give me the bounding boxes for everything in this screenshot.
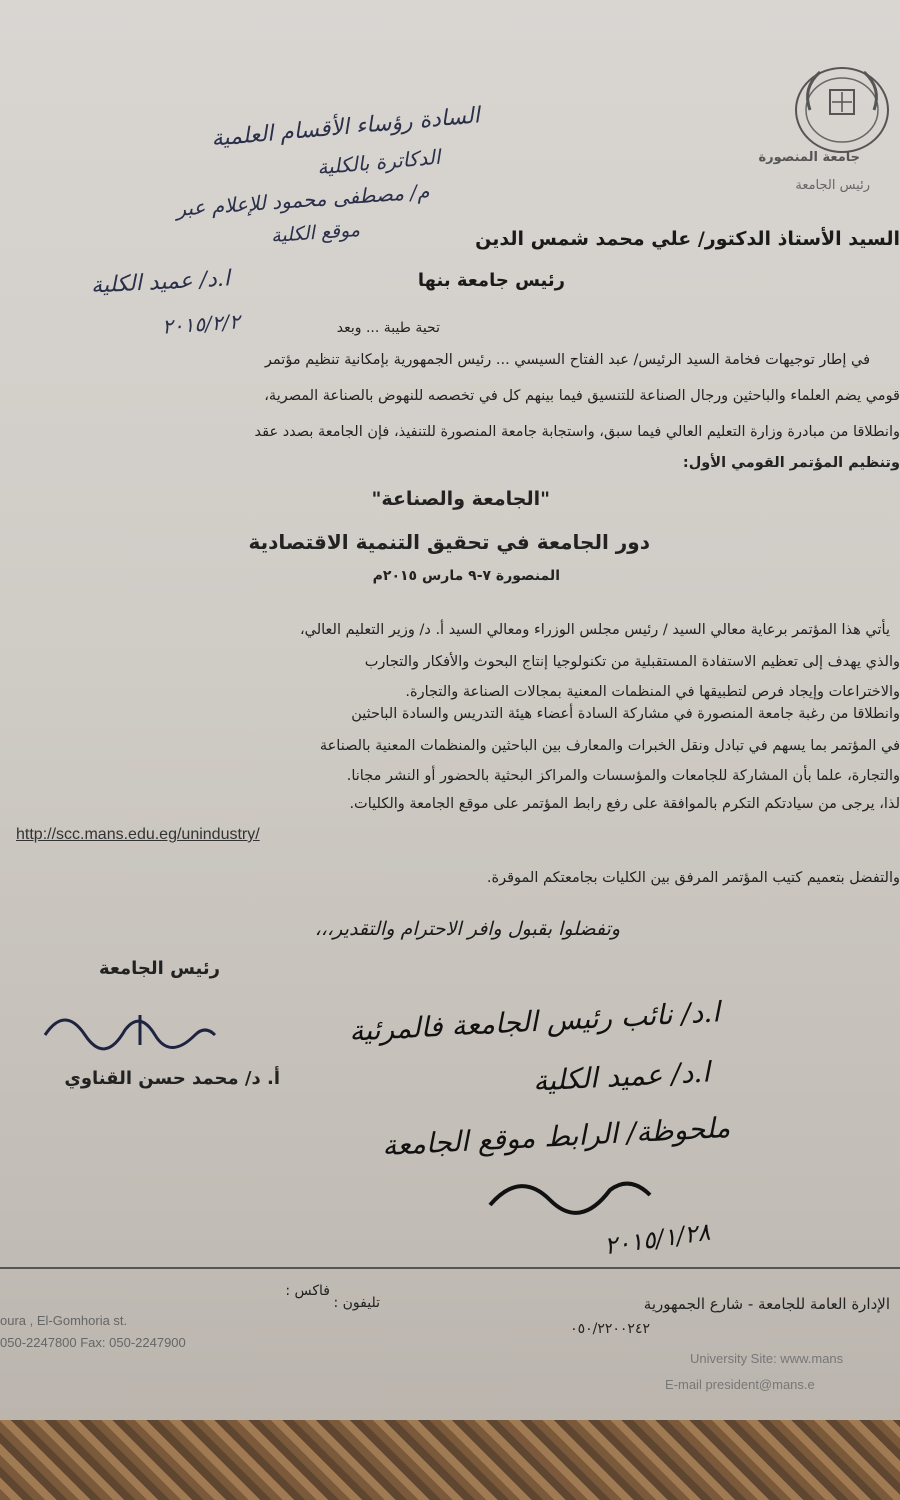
footer-email-en: E-mail president@mans.e	[665, 1377, 815, 1392]
president-signature	[40, 1005, 230, 1055]
conference-link[interactable]: http://scc.mans.edu.eg/unindustry/	[16, 826, 260, 843]
university-label: جامعة المنصورة	[758, 150, 860, 165]
handwritten-line: ا.د/ عميد الكلية	[532, 1055, 711, 1098]
body-line: وانطلاقا من مبادرة وزارة التعليم العالي فيما سبق، واستجابة جامعة المنصورة للتنفيذ، فإن الجامعة بصدد عقد	[254, 424, 900, 440]
letterhead-footer	[0, 1255, 900, 1425]
handwritten-date: ٢٠١٥/١/٢٨	[602, 1217, 712, 1261]
body-line: يأتي هذا المؤتمر برعاية معالي السيد / رئيس مجلس الوزراء ومعالي السيد أ. د/ وزير التعليم العالي،	[299, 622, 890, 638]
recipient-title: رئيس جامعة بنها	[417, 270, 565, 291]
fax-label: فاكس :	[285, 1283, 330, 1299]
closing: وتفضلوا بقبول وافر الاحترام والتقدير،،،	[314, 918, 620, 940]
body-line: قومي يضم العلماء والباحثين ورجال الصناعة للتنسيق فيما بينهم كل في تخصصه للنهوض بالصناعة المصرية،	[264, 388, 900, 404]
signature-name: أ. د/ محمد حسن القناوي	[64, 1068, 280, 1089]
body-line: في المؤتمر بما يسهم في تبادل ونقل الخبرات والمعارف بين الباحثين والمنظمات المعنية بالصناعة	[319, 738, 900, 754]
background-carpet	[0, 1420, 900, 1500]
footer-address-ar: الإدارة العامة للجامعة - شارع الجمهورية	[643, 1295, 890, 1313]
handwritten-signature: ا.د/ عميد الكلية	[90, 266, 231, 299]
body-line: لذا، يرجى من سيادتكم التكرم بالموافقة على رفع رابط المؤتمر على موقع الجامعة والكليات.	[349, 796, 900, 812]
body-line: والتجارة، علما بأن المشاركة للجامعات والمؤسسات والمراكز البحثية بالحضور أو النشر مجانا.	[346, 768, 900, 784]
handwritten-line: ا.د/ نائب رئيس الجامعة فالمرئية	[348, 995, 721, 1048]
handwritten-line: الدكاترة بالكلية	[315, 144, 441, 180]
body-line: وانطلاقا من رغبة جامعة المنصورة في مشاركة السادة أعضاء هيئة التدريس والسادة الباحثين	[351, 706, 900, 722]
signature-title: رئيس الجامعة	[98, 958, 220, 979]
handwritten-line: ملحوظة/ الرابط موقع الجامعة	[381, 1110, 731, 1163]
footer-phone-ar: ٠٥٠/٢٢٠٠٢٤٢	[570, 1321, 650, 1337]
handwritten-line: السادة رؤساء الأقسام العلمية	[210, 103, 481, 152]
handwritten-line: موقع الكلية	[270, 218, 361, 248]
conference-date: المنصورة ٧-٩ مارس ٢٠١٥م	[372, 568, 560, 584]
office-label: رئيس الجامعة	[795, 178, 870, 193]
body-line: والذي يهدف إلى تعظيم الاستفادة المستقبلية من تكنولوجيا إنتاج البحوث والأفكار والتجارب	[364, 654, 900, 670]
footer-phone-en: 050-2247800 Fax: 050-2247900	[0, 1335, 186, 1350]
handwritten-scribble	[480, 1165, 660, 1225]
body-line: والاختراعات وإيجاد فرص لتطبيقها في المنظمات المعنية بمجالات الصناعة والتجارة.	[405, 684, 900, 700]
footer-site-en: University Site: www.mans	[690, 1351, 844, 1366]
footer-address-en: oura , El-Gomhoria st.	[0, 1313, 128, 1328]
footer-divider	[0, 1267, 900, 1269]
handwritten-date: ٢٠١٥/٢/٢	[161, 309, 241, 339]
handwritten-line: م/ مصطفى محمود للإعلام عبر	[175, 179, 431, 221]
conference-subtitle: دور الجامعة في تحقيق التنمية الاقتصادية	[248, 530, 650, 554]
body-line: وتنظيم المؤتمر القومي الأول:	[682, 455, 900, 471]
conference-title: "الجامعة والصناعة"	[371, 488, 550, 510]
body-line: والتفضل بتعميم كتيب المؤتمر المرفق بين الكليات بجامعتكم الموقرة.	[486, 870, 900, 886]
phone-label: تليفون :	[333, 1295, 380, 1311]
greeting: تحية طيبة ... وبعد	[336, 320, 440, 336]
recipient-name: السيد الأستاذ الدكتور/ علي محمد شمس الدين	[475, 228, 900, 250]
body-line: في إطار توجيهات فخامة السيد الرئيس/ عبد الفتاح السيسي ... رئيس الجمهورية بإمكانية تنظيم مؤتمر	[264, 352, 870, 368]
